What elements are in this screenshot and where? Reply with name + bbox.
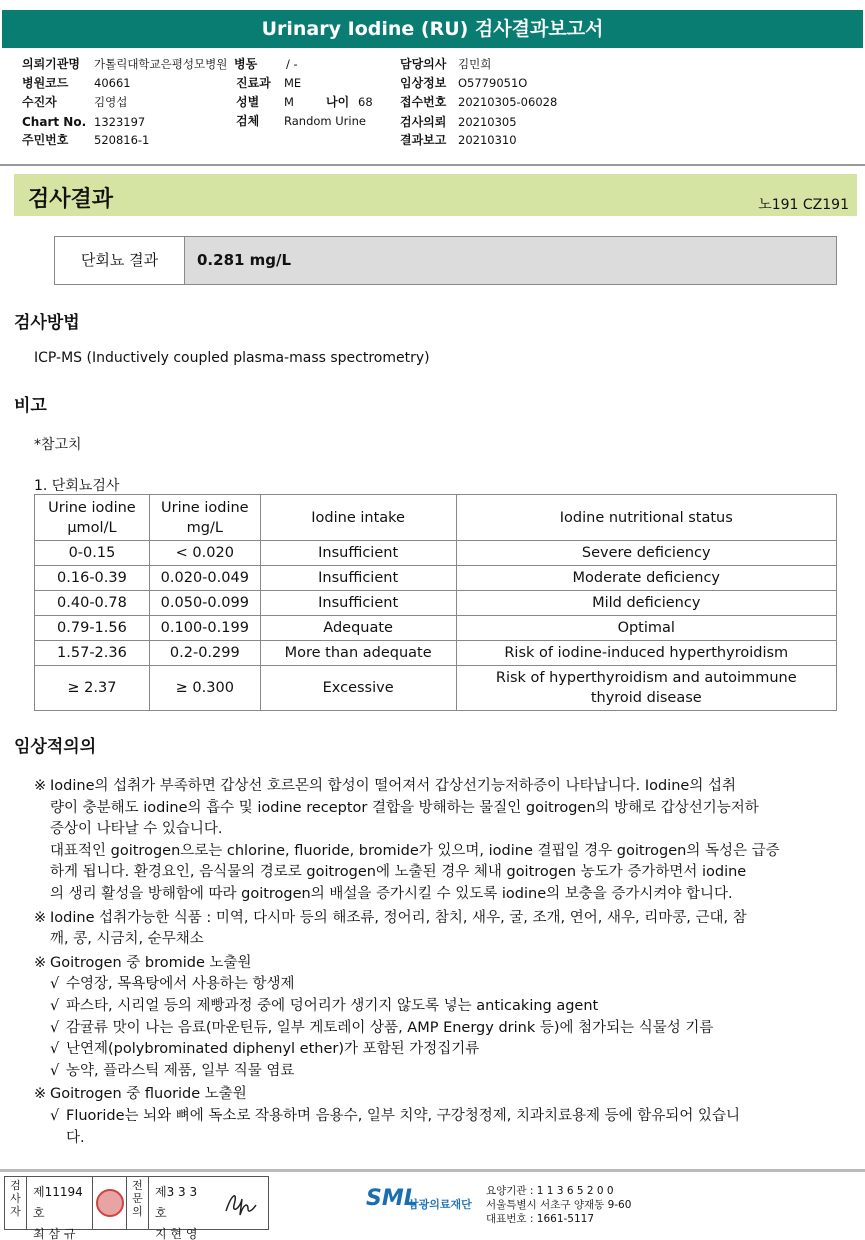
info-age: 나이 68 [326, 95, 373, 109]
examiner-info: 제11194호 최 삼 규 [27, 1177, 93, 1229]
check-icon: √ [50, 1019, 60, 1036]
divider [0, 164, 865, 166]
clinical-paragraph: ※ Iodine의 섭취가 부족하면 갑상선 호르몬의 합성이 떨어져서 갑상선기능저하증이 나타납니다. Iodine의 섭취 량이 충분해도 iodine의 흡수 및 iodine receptor 결합을 방해하는 물질인 goitrogen의 방해로 갑상선기능저하 증상이 나타날 수 있습니다. 대표적인 goitrogen으로는 chlorine, fluoride, bromide가 있으며, iodine 결핍일 경우 goitrogen의 독성은 급증 하게 됩니다. 환경요인, 음식물의 경로로 goitrogen에 노출된 경우 체내 goitrogen 농도가 증가하면서 iodine 의 생리 활성을 방해함에 따라 goitrogen의 배설을 증가시킬 수 있도록 iodine의 보충을 증가시켜야 합니다. [34, 778, 780, 902]
table-row: 0.16-0.39 0.020-0.049 Insufficient Moderate deficiency [35, 566, 837, 591]
table-row: ≥ 2.37 ≥ 0.300 Excessive Risk of hyperthyroidism and autoimmune thyroid disease [35, 666, 837, 711]
test-code: 노191 CZ191 [758, 197, 849, 213]
examiner-label: 검사자 [5, 1177, 27, 1229]
col-header-mg: Urine iodine mg/L [149, 495, 260, 541]
info-specimen: 검체 Random Urine [236, 114, 366, 128]
table-header-row [35, 495, 837, 541]
info-sex: 성별 M [236, 95, 294, 109]
result-label: 단회뇨 결과 [55, 237, 185, 284]
result-section-header [14, 174, 857, 216]
report-title: Urinary Iodine (RU) 검사결과보고서 [2, 10, 863, 48]
check-icon: √ [50, 1107, 60, 1124]
result-section-title: 검사결과 [28, 187, 114, 212]
col-header-intake: Iodine intake [260, 495, 456, 541]
method-text: ICP-MS (Inductively coupled plasma-mass spectrometry) [34, 350, 430, 366]
table-row: 0-0.15 < 0.020 Insufficient Severe deficiency [35, 541, 837, 566]
list-item: √ Fluoride는 뇌와 뼈에 독소로 작용하며 음용수, 일부 치약, 구강청정제, 치과치료용제 등에 함유되어 있습니 [50, 1106, 829, 1128]
company-logo: SML 삼광의료재단 [366, 1186, 472, 1211]
clinical-significance [34, 776, 829, 1149]
footer-divider [0, 1169, 865, 1172]
list-item: √ 파스타, 시리얼 등의 제빵과정 중에 덩어리가 생기지 않도록 넣는 anticaking agent [50, 996, 829, 1018]
info-doctor: 담당의사 김민희 [400, 57, 492, 71]
table-row: 0.40-0.78 0.050-0.099 Insufficient Mild deficiency [35, 591, 837, 616]
reference-label: *참고치 [34, 437, 82, 453]
remarks-title: 비고 [14, 396, 47, 416]
info-resident-no: 주민번호 520816-1 [22, 133, 150, 147]
col-header-umol: Urine iodine μmol/L [35, 495, 150, 541]
info-chart-no: Chart No. 1323197 [22, 115, 146, 129]
clinical-paragraph: ※ Iodine 섭취가능한 식품 : 미역, 다시마 등의 해조류, 정어리, 참치, 새우, 굴, 조개, 연어, 새우, 리마콩, 근대, 참 깨, 콩, 시금치, 순무채소 [34, 909, 747, 948]
clinical-title: 임상적의의 [14, 737, 97, 757]
check-icon: √ [50, 997, 60, 1014]
list-item: √ 농약, 플라스틱 제품, 일부 직물 염료 [50, 1061, 829, 1083]
result-box [54, 236, 837, 285]
info-ward: 병동 / - [234, 57, 298, 71]
patient-info [22, 55, 852, 155]
signature-icon [211, 1177, 268, 1229]
info-report-date: 결과보고 20210310 [400, 133, 517, 147]
col-header-status: Iodine nutritional status [456, 495, 836, 541]
info-patient: 수진자 김영섭 [22, 95, 128, 109]
check-icon: √ [50, 1041, 60, 1058]
signature-box [4, 1176, 269, 1240]
specialist-label: 전문의 [127, 1177, 149, 1229]
table-title: 1. 단회뇨검사 [34, 478, 120, 494]
clinical-paragraph: ※ Goitrogen 중 fluoride 노출원 √ Fluoride는 뇌와 뼈에 독소로 작용하며 음용수, 일부 치약, 구강청정제, 치과치료용제 등에 함유되어 있습니 다. [34, 1084, 829, 1149]
check-icon: √ [50, 976, 60, 993]
method-title: 검사방법 [14, 313, 80, 333]
table-row: 0.79-1.56 0.100-0.199 Adequate Optimal [35, 616, 837, 641]
info-hospital-code: 병원코드 40661 [22, 76, 131, 90]
lab-info: 요양기관 : 1 1 3 6 5 2 0 0 서울특별시 서초구 양재동 9-60 대표번호 : 1661-5117 [486, 1185, 632, 1225]
list-item: √ 난연제(polybrominated diphenyl ether)가 포함된 가정집기류 [50, 1039, 829, 1061]
list-item: √ 수영장, 목욕탕에서 사용하는 항생제 [50, 974, 829, 996]
table-row: 1.57-2.36 0.2-0.299 More than adequate Risk of iodine-induced hyperthyroidism [35, 641, 837, 666]
check-icon: √ [50, 1062, 60, 1079]
info-request-date: 검사의뢰 20210305 [400, 115, 517, 129]
info-clinical-info: 임상정보 O5779051O [400, 76, 528, 90]
result-value: 0.281 mg/L [185, 237, 836, 284]
info-department: 진료과 ME [236, 76, 302, 90]
specialist-info: 제3 3 3 호 지 현 영 [155, 1185, 198, 1240]
seal-stamp-icon [93, 1177, 127, 1229]
list-item: √ 감귤류 맛이 나는 음료(마운틴듀, 일부 게토레이 상품, AMP Energy drink 등)에 첨가되는 식물성 기름 [50, 1018, 829, 1040]
info-institution: 의뢰기관명 가톨릭대학교은평성모병원 [22, 57, 228, 71]
clinical-paragraph: ※ Goitrogen 중 bromide 노출원 √ 수영장, 목욕탕에서 사용하는 항생제 √ 파스타, 시리얼 등의 제빵과정 중에 덩어리가 생기지 않도록 넣는 anticaking agent √ 감귤류 맛이 나는 음료(마운틴듀, 일부 게토레이 상품, AMP Energy drink 등)에 첨가되는 식물성 기름 √ 난연제(polybrominated diphenyl ether)가 포함된 가정집기류 √ 농약, 플라스틱 제품, 일부 직물 염료 [34, 953, 829, 1083]
info-accession-no: 접수번호 20210305-06028 [400, 95, 558, 109]
reference-table [34, 494, 837, 711]
